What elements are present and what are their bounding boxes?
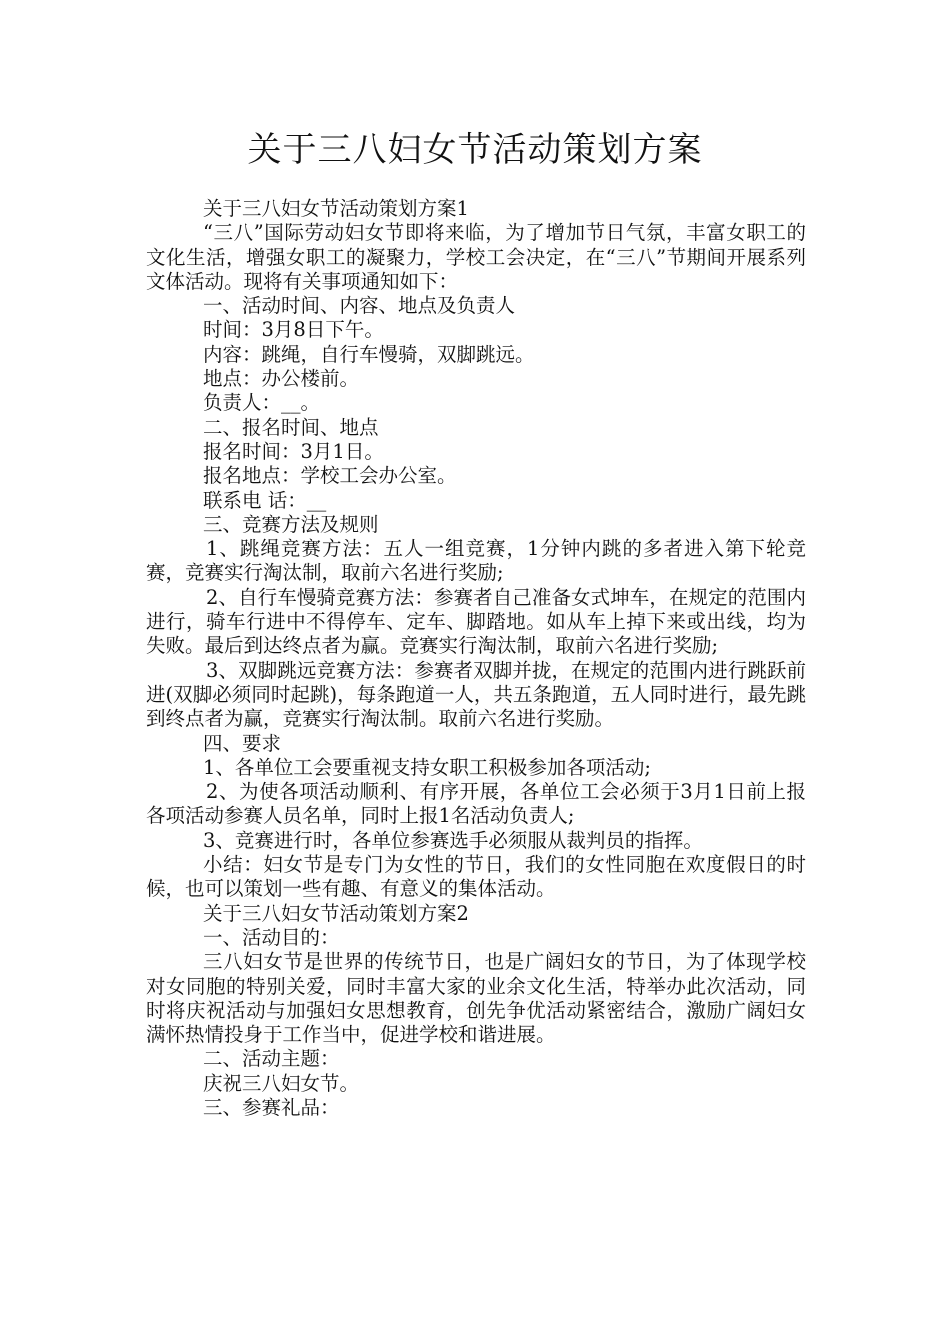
requirement-2: 2、为使各项活动顺利、有序开展，各单位工会必须于3月1日前上报各项活动参赛人员名单，同时上报1名活动负责人; <box>146 780 806 828</box>
rule-slow-bike: 2、自行车慢骑竞赛方法：参赛者自己准备女式坤车，在规定的范围内进行，骑车行进中不得停车、定车、脚踏地。如从车上掉下来或出线，均为失败。最后到达终点者为赢。竞赛实行淘汰制，取前六名进行奖励; <box>146 585 806 658</box>
document-body <box>146 197 806 1120</box>
heading-prizes: 三、参赛礼品： <box>203 1095 340 1119</box>
requirement-3: 3、竞赛进行时，各单位参赛选手必须服从裁判员的指挥。 <box>203 828 703 852</box>
intro-paragraph: “三八”国际劳动妇女节即将来临，为了增加节日气氛，丰富女职工的文化生活，增强女职工的凝聚力，学校工会决定，在“三八”节期间开展系列文体活动。现将有关事项通知如下： <box>146 221 806 293</box>
section-heading-plan-1: 关于三八妇女节活动策划方案1 <box>203 197 469 220</box>
activity-owner: 负责人：__。 <box>203 391 321 415</box>
registration-location: 报名地点：学校工会办公室。 <box>203 464 457 488</box>
rule-long-jump: 3、双脚跳远竞赛方法：参赛者双脚并拢，在规定的范围内进行跳跃前进(双脚必须同时起跳)，每条跑道一人，共五条跑道，五人同时进行，最先跳到终点者为赢，竞赛实行淘汰制。取前六名进行奖励。 <box>146 658 806 731</box>
contact-phone: 联系电 话：__ <box>203 488 327 512</box>
heading-registration: 二、报名时间、地点 <box>203 415 379 439</box>
document-title: 关于三八妇女节活动策划方案 <box>247 130 703 170</box>
summary-paragraph: 小结：妇女节是专门为女性的节日，我们的女性同胞在欢度假日的时候，也可以策划一些有趣、有意义的集体活动。 <box>146 853 806 901</box>
registration-time: 报名时间：3月1日。 <box>203 439 384 463</box>
activity-location: 地点：办公楼前。 <box>203 367 360 391</box>
heading-requirements: 四、要求 <box>203 731 282 755</box>
heading-rules: 三、竞赛方法及规则 <box>203 512 379 536</box>
heading-purpose: 一、活动目的： <box>203 925 340 949</box>
purpose-paragraph: 三八妇女节是世界的传统节日，也是广阔妇女的节日，为了体现学校对女同胞的特别关爱，同时丰富大家的业余文化生活，特举办此次活动，同时将庆祝活动与加强妇女思想教育，创先争优活动紧密结合，激励广阔妇女满怀热情投身于工作当中，促进学校和谐进展。 <box>146 950 806 1047</box>
activity-content: 内容：跳绳，自行车慢骑，双脚跳远。 <box>203 342 535 366</box>
activity-time: 时间：3月8日下午。 <box>203 318 384 342</box>
heading-theme: 二、活动主题： <box>203 1047 340 1071</box>
heading-activity-time: 一、活动时间、内容、地点及负责人 <box>203 294 516 318</box>
theme-text: 庆祝三八妇女节。 <box>203 1071 360 1095</box>
requirement-1: 1、各单位工会要重视支持女职工积极参加各项活动; <box>203 755 651 779</box>
rule-jump-rope: 1、跳绳竞赛方法：五人一组竞赛，1分钟内跳的多者进入第下轮竞赛，竞赛实行淘汰制，取前六名进行奖励; <box>146 537 806 585</box>
section-heading-plan-2: 关于三八妇女节活动策划方案2 <box>203 901 469 925</box>
